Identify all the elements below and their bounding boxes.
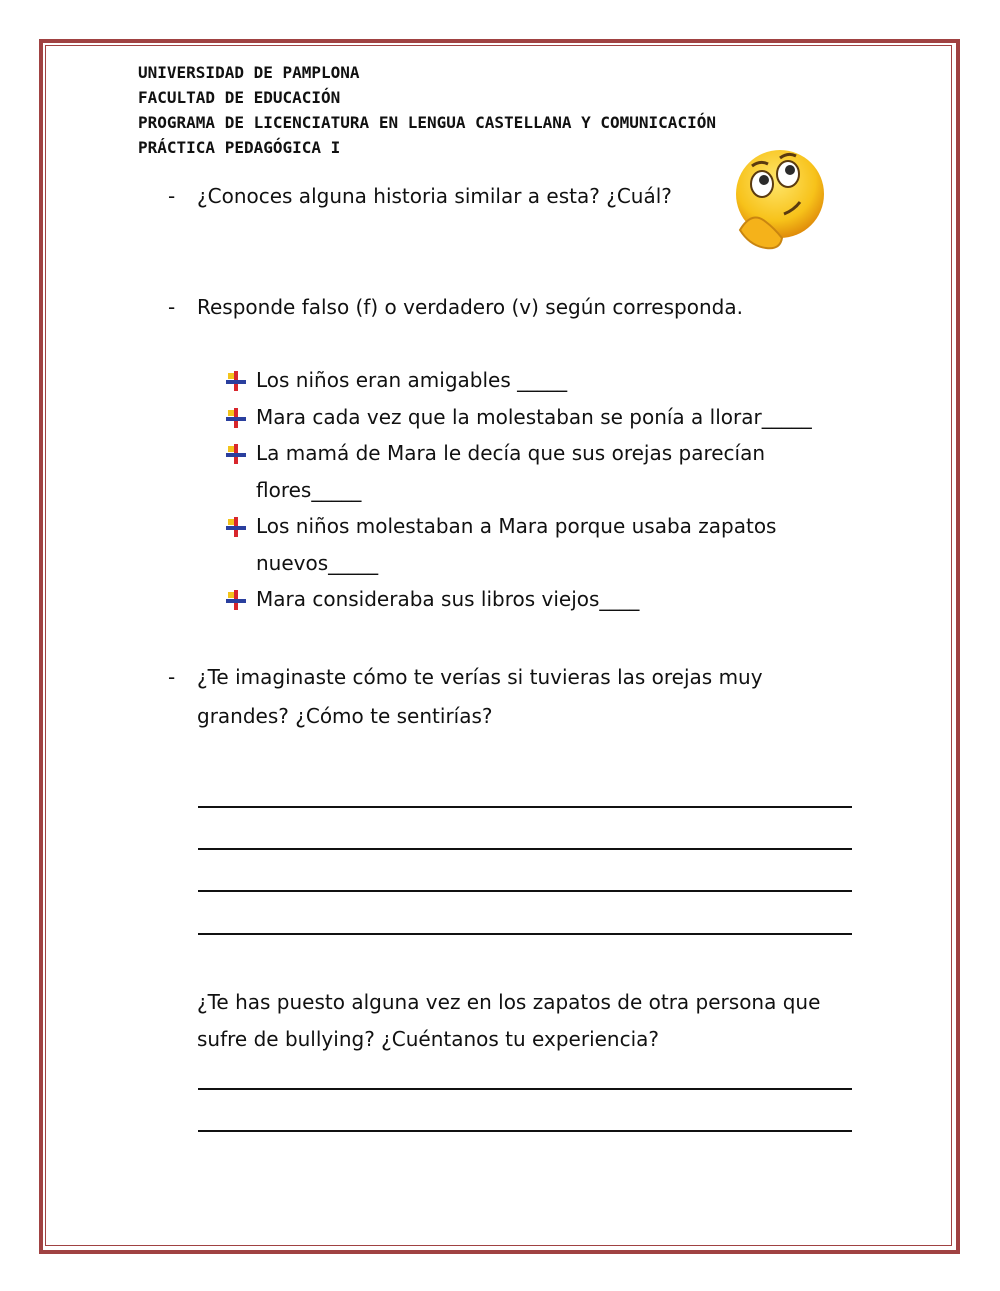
bullet-cross-icon	[226, 408, 246, 428]
list-item-continuation	[226, 472, 812, 509]
question-dash: -	[168, 295, 176, 319]
question-3-line-1: ¿Te imaginaste cómo te verías si tuvieras las orejas muy	[197, 665, 763, 689]
document-header	[138, 60, 716, 160]
question-3-line-2: grandes? ¿Cómo te sentirías?	[197, 704, 493, 728]
statement-text: Los niños eran amigables _____	[256, 368, 568, 392]
question-1-text: ¿Conoces alguna historia similar a esta? ¿Cuál?	[197, 184, 672, 208]
statement-text: Mara cada vez que la molestaban se ponía a llorar_____	[256, 404, 812, 429]
statement-text: La mamá de Mara le decía que sus orejas parecían	[256, 441, 766, 465]
bullet-cross-icon	[226, 371, 246, 391]
statement-text: Los niños molestaban a Mara porque usaba zapatos	[256, 514, 777, 538]
bullet-cross-icon	[226, 590, 246, 610]
header-faculty: FACULTAD DE EDUCACIÓN	[138, 88, 341, 107]
answer-line[interactable]	[198, 1088, 852, 1090]
list-item-continuation	[226, 545, 812, 582]
header-practice: PRÁCTICA PEDAGÓGICA I	[138, 138, 341, 157]
question-2-text: Responde falso (f) o verdadero (v) según corresponda.	[197, 295, 743, 319]
bullet-cross-icon	[226, 517, 246, 537]
list-item	[226, 362, 812, 399]
bullet-cross-icon	[226, 444, 246, 464]
question-4-line-1: ¿Te has puesto alguna vez en los zapatos de otra persona que	[197, 990, 821, 1014]
statement-text: flores_____	[256, 477, 362, 502]
thinking-face-icon	[722, 148, 830, 256]
question-dash: -	[168, 665, 176, 689]
question-4-line-2: sufre de bullying? ¿Cuéntanos tu experiencia?	[197, 1027, 660, 1051]
answer-line[interactable]	[198, 933, 852, 935]
list-item	[226, 399, 812, 436]
header-university: UNIVERSIDAD DE PAMPLONA	[138, 63, 360, 82]
header-program: PROGRAMA DE LICENCIATURA EN LENGUA CASTELLANA Y COMUNICACIÓN	[138, 113, 716, 132]
list-item	[226, 508, 812, 545]
list-item	[226, 435, 812, 472]
statement-text: Mara consideraba sus libros viejos____	[256, 587, 640, 611]
answer-line[interactable]	[198, 890, 852, 892]
true-false-list	[226, 362, 812, 618]
list-item	[226, 581, 812, 618]
answer-line[interactable]	[198, 806, 852, 808]
answer-line[interactable]	[198, 848, 852, 850]
question-dash: -	[168, 184, 176, 208]
answer-line[interactable]	[198, 1130, 852, 1132]
statement-text: nuevos_____	[256, 550, 379, 575]
